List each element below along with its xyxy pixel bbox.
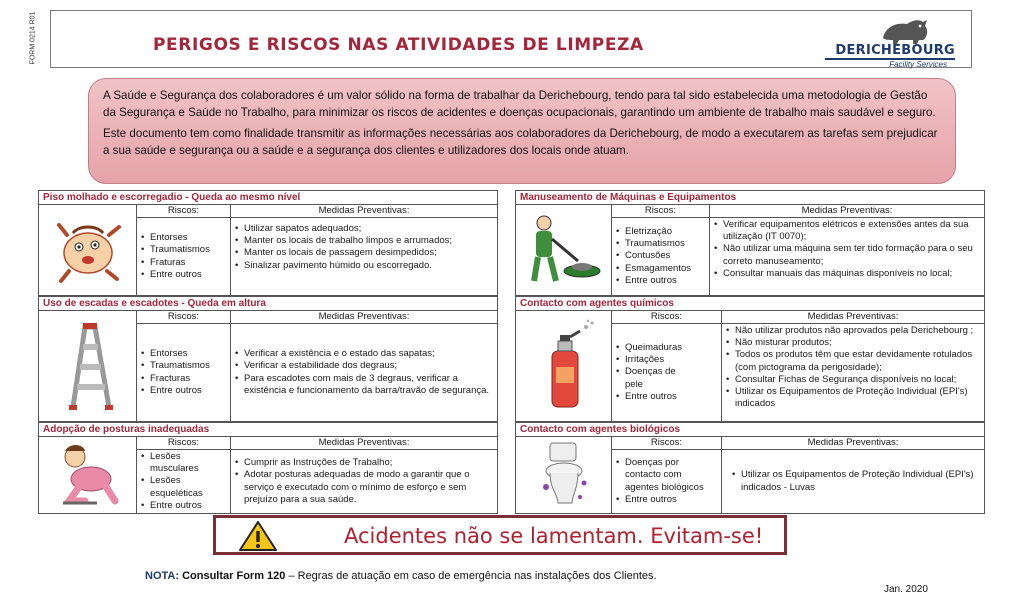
panel-chemicals [515,296,985,422]
riscos-header: Riscos: [137,311,230,324]
list-item: • Entorses [141,232,227,244]
list-item: • Utilizar os Equipamentos de Proteção Individual (EPI's) indicados [726,386,981,410]
document-date: Jan. 2020 [884,584,928,595]
list-item: • Entre outros [141,500,227,512]
medidas-list [710,218,984,280]
panel-title: Piso molhado e escorregadio - Queda ao mesmo nível [39,191,497,205]
footer-note [145,570,657,582]
medidas-header: Medidas Preventivas: [231,205,497,218]
panel-machines [515,190,985,296]
riscos-list [137,348,230,397]
riscos-column [137,437,231,513]
warning-icon [238,520,278,552]
list-item: • Manter os locais de passagem desimpedidos; [235,247,494,259]
list-item: • Manter os locais de trabalho limpos e arrumados; [235,235,494,247]
medidas-column [231,437,497,513]
list-item: • Entorses [141,348,227,360]
panel-image [39,311,137,421]
slipping-person-icon [39,205,137,295]
list-item: • Doenças por contacto com agentes biológicos [616,457,716,494]
list-item: • Queimaduras [616,342,718,354]
list-item: • Doenças de pele [616,366,680,390]
riscos-column [137,205,231,295]
panel-postures [38,422,498,514]
company-logo [821,16,961,69]
medidas-header: Medidas Preventivas: [231,311,497,324]
list-item: • Traumatismos [141,244,227,256]
intro-paragraph-2: Este documento tem como finalidade transmitir as informações necessárias aos colaboradores da Derichebourg, de modo a executarem as tarefas sem prejudicar a sua saúde e segurança ou a saúde e a segurança dos clientes e utilizadores dos locais onde atuam. [103,127,938,157]
panel-image [516,437,612,513]
medidas-list [231,457,497,506]
panel-title: Contacto com agentes biológicos [516,423,984,437]
list-item: • Não utilizar uma máquina sem ter tido formação para o seu correto manuseamento; [714,243,981,267]
riscos-list [137,232,230,281]
panel-title: Uso de escadas e escadotes - Queda em altura [39,297,497,311]
medidas-list [722,469,984,493]
panel-title: Contacto com agentes químicos [516,297,984,311]
list-item: • Entre outros [616,391,718,403]
riscos-header: Riscos: [612,205,709,218]
list-item: • Utilizar sapatos adequados; [235,223,494,235]
slogan-text: Acidentes não se lamentam. Evitam-se! [344,524,764,548]
list-item: • Traumatismos [141,360,227,372]
riscos-column [137,311,231,421]
list-item: • Irritações [616,354,718,366]
list-item: • Entre outros [616,494,718,506]
list-item: • Lesões esqueléticas [141,475,215,499]
riscos-column [612,437,722,513]
riscos-header: Riscos: [137,205,230,218]
riscos-list [612,226,709,287]
medidas-column [231,205,497,295]
list-item: • Consultar Fichas de Segurança disponíveis no local; [726,374,981,386]
slogan-box [213,515,787,555]
medidas-list [231,218,497,272]
medidas-column [231,311,497,421]
kneeling-person-icon [39,437,137,513]
list-item: • Cumprir as Instruções de Trabalho; [235,457,494,469]
rhino-logo-icon [879,16,931,46]
list-item: • Para escadotes com mais de 3 degraus, verificar a existência e funcionamento da barra/travão de segurança. [235,373,494,397]
panel-title: Manuseamento de Máquinas e Equipamentos [516,191,984,205]
list-item: • Entre outros [141,269,227,281]
list-item: • Utilizar os Equipamentos de Proteção Individual (EPI's) indicados - Luvas [732,469,981,493]
riscos-column [612,311,722,421]
list-item: • Todos os produtos têm que estar devidamente rotulados (com pictograma da perigosidade); [726,349,981,373]
medidas-header: Medidas Preventivas: [710,205,984,218]
panel-ladders [38,296,498,422]
list-item: • Adotar posturas adequadas de modo a garantir que o serviço é executado com o mínimo de esforço e sem prejuízo para a sua saúde. [235,469,494,506]
list-item: • Lesões musculares [141,451,215,475]
list-item: • Fracturas [141,373,227,385]
riscos-column [612,205,710,295]
medidas-header: Medidas Preventivas: [722,437,984,450]
logo-subtitle: Facility Services [889,60,947,69]
list-item: • Eletrização [616,226,706,238]
list-item: • Consultar manuais das máquinas disponíveis no local; [714,268,981,280]
list-item: • Sinalizar pavimento húmido ou escorregado. [235,260,494,272]
list-item: • Entre outros [141,385,227,397]
medidas-header: Medidas Preventivas: [231,437,497,450]
riscos-header: Riscos: [612,437,721,450]
note-label: NOTA: [145,570,180,582]
list-item: • Não misturar produtos; [726,337,981,349]
intro-paragraph-1: A Saúde e Segurança dos colaboradores é um valor sólido na forma de trabalhar da Derichebourg, tendo para tal sido estabelecida uma metodologia de Gestão da Segurança e Saúde no Trabalho, para minimizar os riscos de acidentes e doenças ocupacionais, garantindo um ambiente de trabalho mais saudável e seguro. [103,89,936,119]
panel-biological [515,422,985,514]
riscos-list [612,342,721,403]
note-text: – Regras de atuação em caso de emergência nas instalações dos Clientes. [285,570,657,582]
panel-image [516,311,612,421]
spray-can-icon [516,311,612,421]
document-header [50,10,972,68]
form-code: FORM 0214 R01 [29,11,37,65]
riscos-header: Riscos: [137,437,230,450]
list-item: • Verificar a estabilidade dos degraus; [235,360,494,372]
panel-image [39,437,137,513]
riscos-list [612,457,721,506]
medidas-column [722,437,984,513]
list-item: • Entre outros [616,275,706,287]
document-title: PERIGOS E RISCOS NAS ATIVIDADES DE LIMPEZA [153,35,644,55]
medidas-list [722,324,984,410]
list-item: • Verificar a existência e o estado das sapatas; [235,348,494,360]
list-item: • Não utilizar produtos não aprovados pela Derichebourg ; [726,325,981,337]
list-item: • Traumatismos [616,238,706,250]
logo-brand: DERICHEBOURG [835,43,955,58]
panel-image [39,205,137,295]
note-reference: Consultar Form 120 [182,570,286,582]
list-item: • Contusões [616,250,706,262]
panel-image [516,205,612,295]
riscos-list [137,450,230,512]
ladder-icon [39,311,137,421]
list-item: • Fraturas [141,257,227,269]
medidas-column [710,205,984,295]
riscos-header: Riscos: [612,311,721,324]
intro-box [88,78,956,184]
medidas-column [722,311,984,421]
floor-machine-icon [516,205,612,295]
toilet-icon [516,437,612,513]
list-item: • Esmagamentos [616,263,706,275]
panel-wet-floor [38,190,498,296]
list-item: • Verificar equipamentos elétricos e extensões antes da sua utilização (IT 0070); [714,219,981,243]
panel-title: Adopção de posturas inadequadas [39,423,497,437]
medidas-header: Medidas Preventivas: [722,311,984,324]
medidas-list [231,348,497,397]
